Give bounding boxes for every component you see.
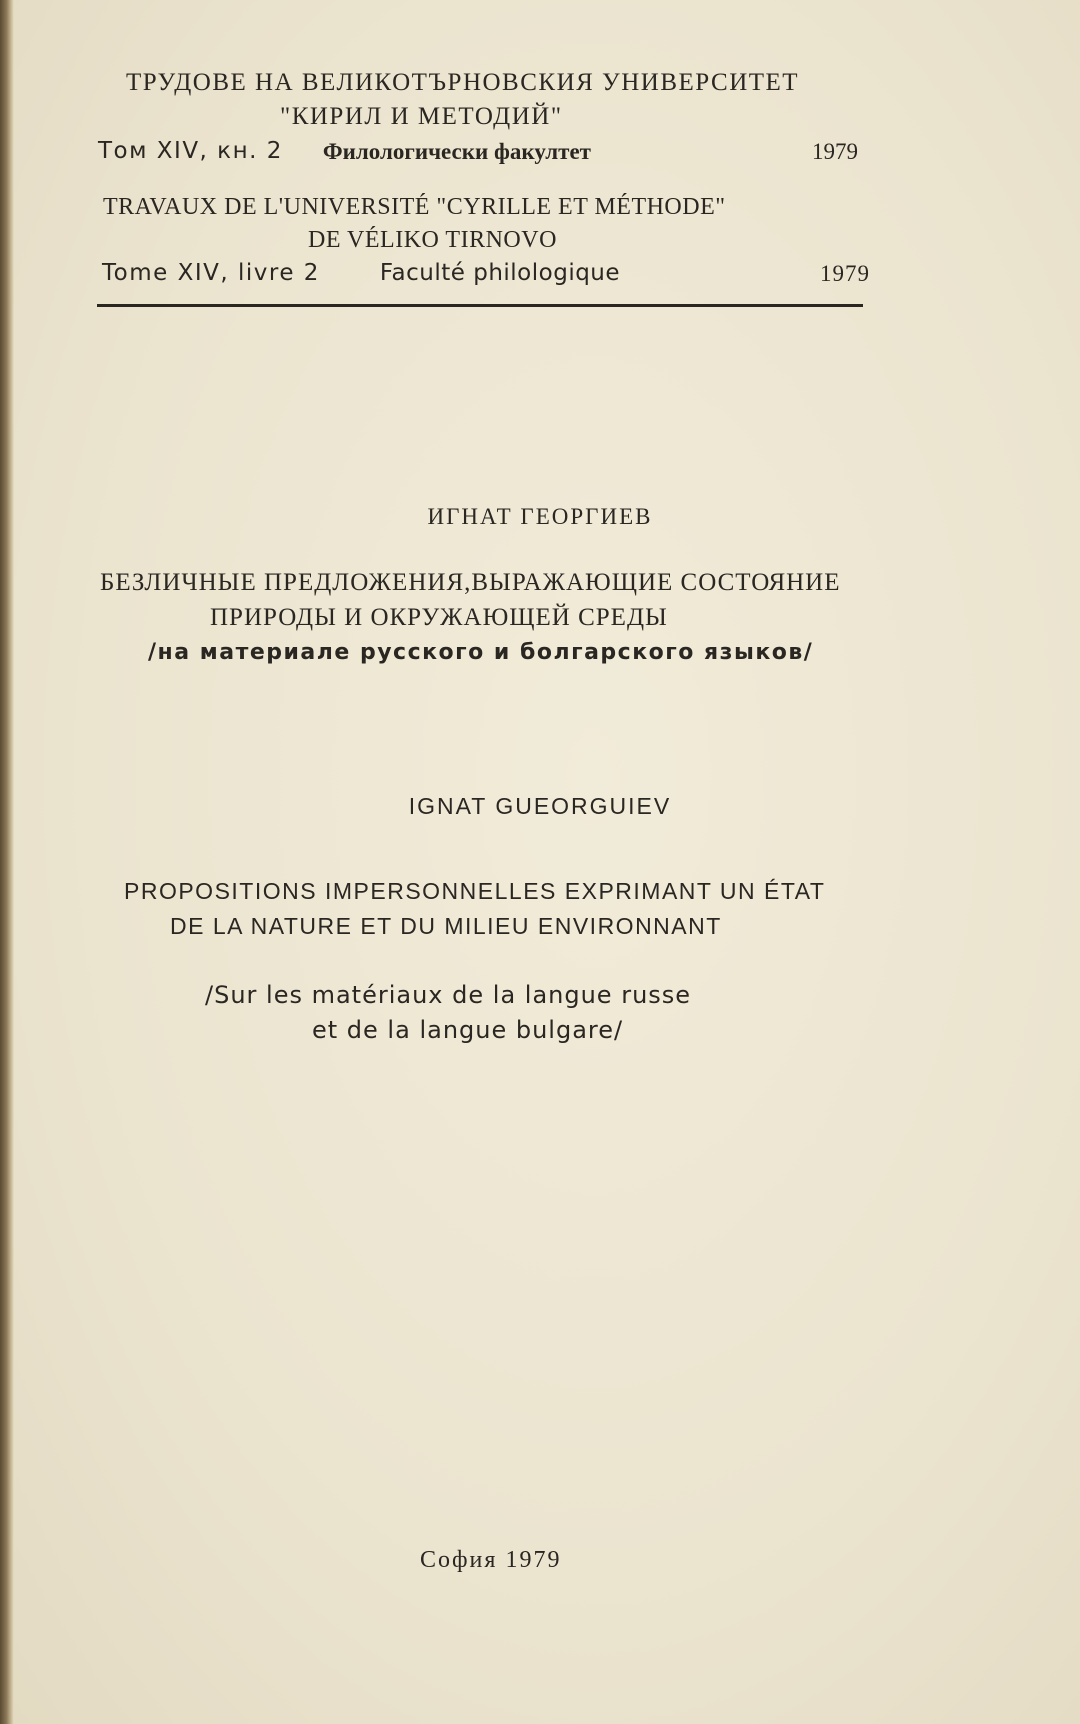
- article-title-fr-line1: PROPOSITIONS IMPERSONNELLES EXPRIMANT UN ÉTAT: [124, 878, 826, 904]
- article-title-ru-line1: БЕЗЛИЧНЫЕ ПРЕДЛОЖЕНИЯ,ВЫРАЖАЮЩИЕ СОСТОЯНИЕ: [100, 569, 841, 596]
- volume-info-fr: [102, 262, 870, 285]
- book-spine-edge: [0, 0, 14, 1724]
- faculty-bg: Филологически факултет: [322, 139, 591, 164]
- journal-title-fr-line1: TRAVAUX DE L'UNIVERSITÉ "CYRILLE ET MÉTHODE": [103, 194, 726, 220]
- year-fr: 1979: [820, 261, 870, 286]
- imprint-place-year: София 1979: [420, 1547, 562, 1573]
- author-name-ru: ИГНАТ ГЕОРГИЕВ: [427, 504, 653, 529]
- header-divider: [97, 304, 863, 307]
- journal-title-fr-line2: DE VÉLIKO TIRNOVO: [308, 227, 557, 253]
- volume-bg: Том XIV, кн. 2: [98, 138, 283, 164]
- article-subtitle-ru: /на материале русского и болгарского языков/: [148, 640, 814, 665]
- article-subtitle-fr-line2: et de la langue bulgare/: [312, 1016, 624, 1044]
- volume-fr: Tome XIV, livre 2: [102, 260, 320, 286]
- journal-title-bg-line1: ТРУДОВЕ НА ВЕЛИКОТЪРНОВСКИЯ УНИВЕРСИТЕТ: [126, 69, 800, 96]
- article-title-ru-line2: ПРИРОДЫ И ОКРУЖАЮЩЕЙ СРЕДЫ: [210, 604, 668, 631]
- article-subtitle-fr-line1: /Sur les matériaux de la langue russe: [205, 981, 692, 1009]
- article-title-fr-line2: DE LA NATURE ET DU MILIEU ENVIRONNANT: [170, 913, 722, 939]
- year-bg: 1979: [812, 139, 858, 164]
- journal-title-bg-line2: "КИРИЛ И МЕТОДИЙ": [280, 103, 563, 130]
- faculty-fr: Faculté philologique: [379, 260, 621, 286]
- volume-info-bg: [98, 140, 858, 163]
- author-name-fr: IGNAT GUEORGUIEV: [408, 793, 672, 819]
